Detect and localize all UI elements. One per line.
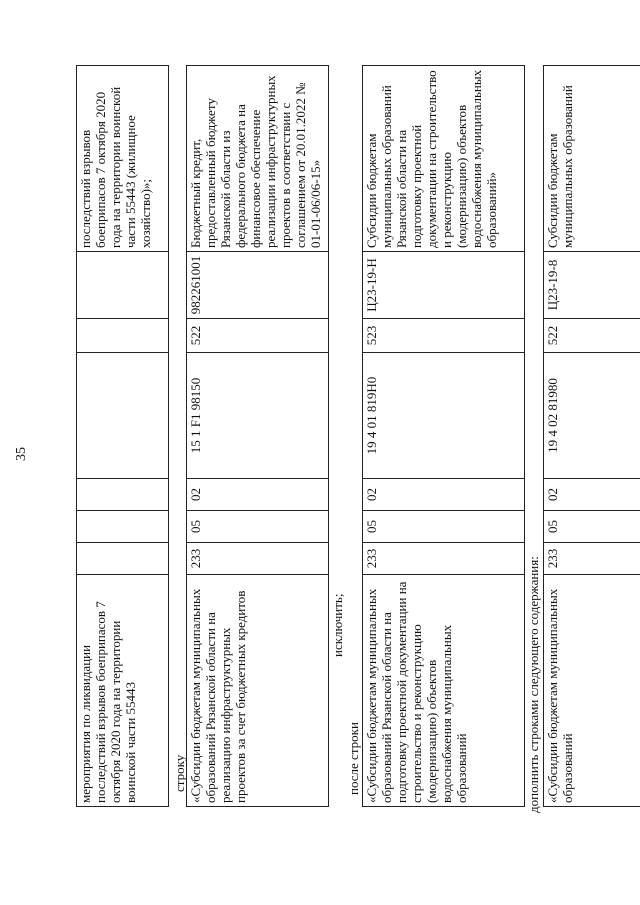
- expense-name-cell: «Субсидии бюджетам муниципальных образований Рязанской области на подготовку проектной документации на строительство и реконструкцию (модернизацию) объектов водоснабжения муниципальных образований: [363, 575, 525, 807]
- code-cell: 233: [544, 543, 640, 575]
- empty-cell: [77, 319, 169, 353]
- code-cell: 15 1 F1 98150: [187, 353, 329, 479]
- code-cell: 05: [544, 511, 640, 543]
- code-cell: 19 4 01 819Н0: [363, 353, 525, 479]
- table-row: [187, 66, 329, 807]
- table-fragment-2: [186, 65, 329, 807]
- code-cell: 05: [187, 511, 329, 543]
- code-cell: Ц23-19-8: [544, 252, 640, 319]
- empty-cell: [77, 543, 169, 575]
- code-cell: 02: [187, 479, 329, 511]
- expense-name-cell: «Субсидии бюджетам муниципальных образований: [544, 575, 640, 807]
- empty-cell: [77, 353, 169, 479]
- phrase-stroku: строку: [172, 754, 187, 792]
- code-cell: 02: [544, 479, 640, 511]
- table-row: [544, 66, 640, 807]
- code-cell: 522: [187, 319, 329, 353]
- code-cell: 05: [363, 511, 525, 543]
- purpose-cell: Субсидии бюджетам муниципальных образований Рязанской области на подготовку проектной документации на строительство и реконструкцию (модернизацию) объектов водоснабжения муниципальных образований»: [363, 66, 525, 252]
- table-fragment-4: [543, 65, 640, 807]
- code-cell: 233: [363, 543, 525, 575]
- table-row: [363, 66, 525, 807]
- purpose-cell: Субсидии бюджетам муниципальных образований: [544, 66, 640, 252]
- phrase-iskluchit: исключить;: [330, 593, 345, 657]
- table-row: [77, 66, 169, 807]
- code-cell: 02: [363, 479, 525, 511]
- phrase-posle-stroki: после строки: [346, 722, 361, 795]
- expense-name-cell: «Субсидии бюджетам муниципальных образований Рязанской области на реализацию инфраструктурных проектов за счет бюджетных кредитов: [187, 575, 329, 807]
- expense-name-cell: мероприятия по ликвидации последствий взрывов боеприпасов 7 октября 2020 года на территории воинской части 55443: [77, 575, 169, 807]
- table-fragment-3: [362, 65, 525, 807]
- empty-cell: [77, 511, 169, 543]
- page-number: 35: [14, 447, 29, 461]
- code-cell: Ц23-19-Н: [363, 252, 525, 319]
- table-fragment-1: [76, 65, 169, 807]
- empty-cell: [77, 252, 169, 319]
- code-cell: 233: [187, 543, 329, 575]
- code-cell: 19 4 02 81980: [544, 353, 640, 479]
- purpose-cell: Бюджетный кредит, предоставленный бюджету Рязанской области из федерального бюджета на финансовое обеспечение реализации инфраструктурных проектов в соответствии с соглашением от 20.01.2022 № 01-01-06/06-15»: [187, 66, 329, 252]
- empty-cell: [77, 479, 169, 511]
- phrase-dopolnit: дополнить строками следующего содержания:: [526, 556, 541, 813]
- purpose-cell: последствий взрывов боеприпасов 7 октября 2020 года на территории воинской части 55443 (жилищное хозяйство)»;: [77, 66, 169, 252]
- code-cell: 523: [363, 319, 525, 353]
- code-cell: 982261001: [187, 252, 329, 319]
- code-cell: 522: [544, 319, 640, 353]
